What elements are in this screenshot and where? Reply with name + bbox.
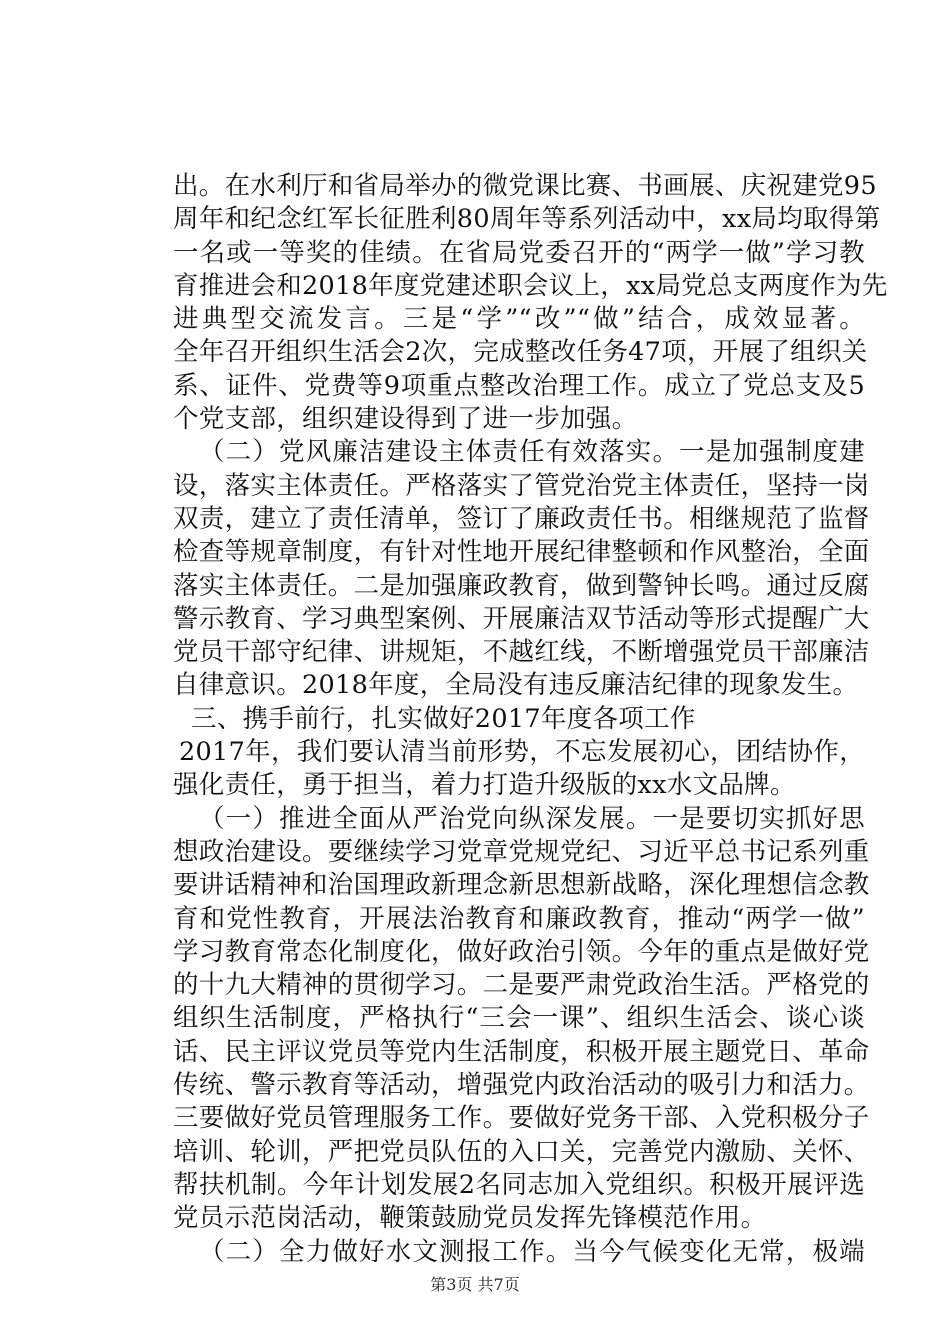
text-line-paragraph-start: （二）全力做好水文测报工作。当今气候变化无常，极端: [199, 1236, 865, 1267]
page-number-footer: 第3页 共7页: [430, 1275, 520, 1294]
text-line: 个党支部，组织建设得到了进一步加强。: [173, 404, 638, 435]
text-line: 检查等规章制度，有针对性地开展纪律整顿和作风整治，全面: [173, 537, 870, 568]
text-line: 一名或一等奖的佳绩。在省局党委召开的“两学一做”学习教: [173, 237, 865, 268]
section-heading: 三、携手前行，扎实做好2017年度各项工作: [191, 703, 696, 734]
text-line: 双责，建立了责任清单，签订了廉政责任书。相继规范了监督: [173, 503, 870, 534]
text-line: 想政治建设。要继续学习党章党规党纪、习近平总书记系列重: [173, 836, 870, 867]
text-line-paragraph-start: 2017年，我们要认清当前形势，不忘发展初心，团结协作，: [179, 737, 865, 768]
document-body: [173, 170, 888, 1269]
text-line: 系、证件、党费等9项重点整改治理工作。成立了党总支及5: [173, 370, 865, 401]
text-line: 传统、警示教育等活动，增强党内政治活动的吸引力和活力。: [173, 1070, 870, 1101]
text-line: 的十九大精神的贯彻学习。二是要严肃党政治生活。严格党的: [173, 970, 870, 1001]
text-line: 党员干部守纪律、讲规矩，不越红线，不断增强党员干部廉洁: [173, 637, 870, 668]
text-line: 要讲话精神和治国理政新理念新思想新战略，深化理想信念教: [173, 870, 870, 901]
text-line: 自律意识。2018年度，全局没有违反廉洁纪律的现象发生。: [173, 670, 859, 701]
text-line: 警示教育、学习典型案例、开展廉洁双节活动等形式提醒广大: [173, 603, 870, 634]
text-line: 全年召开组织生活会2次，完成整改任务47项，开展了组织关: [173, 337, 868, 368]
text-line: 三要做好党员管理服务工作。要做好党务干部、入党积极分子: [173, 1103, 870, 1134]
text-line: 周年和纪念红军长征胜利80周年等系列活动中，xx局均取得第: [173, 204, 881, 235]
text-line-paragraph-start: （二）党风廉洁建设主体责任有效落实。一是加强制度建: [199, 437, 865, 468]
text-line: 设，落实主体责任。严格落实了管党治党主体责任，坚持一岗: [173, 470, 870, 501]
text-line: 育推进会和2018年度党建述职会议上，xx局党总支两度作为先: [173, 270, 888, 301]
text-line: 话、民主评议党员等党内生活制度，积极开展主题党日、革命: [173, 1036, 870, 1067]
text-line: 培训、轮训，严把党员队伍的入口关，完善党内激励、关怀、: [173, 1136, 870, 1167]
text-line: 学习教育常态化制度化，做好政治引领。今年的重点是做好党: [173, 936, 870, 967]
text-line: 出。在水利厅和省局举办的微党课比赛、书画展、庆祝建党95: [173, 171, 877, 201]
text-line-paragraph-start: （一）推进全面从严治党向纵深发展。一是要切实抓好思: [199, 803, 865, 834]
text-line: 党员示范岗活动，鞭策鼓励党员发挥先锋模范作用。: [173, 1203, 767, 1234]
text-line: 组织生活制度，严格执行“三会一课”、组织生活会、谈心谈: [173, 1003, 865, 1034]
text-line: 强化责任，勇于担当，着力打造升级版的xx水文品牌。: [173, 770, 796, 801]
text-line: 帮扶机制。今年计划发展2名同志加入党组织。积极开展评选: [173, 1169, 865, 1200]
text-line: 育和党性教育，开展法治教育和廉政教育，推动“两学一做”: [173, 903, 865, 934]
text-line: 进典型交流发言。三是“学”“改”“做”结合，成效显著。: [173, 304, 865, 335]
text-line: 落实主体责任。二是加强廉政教育，做到警钟长鸣。通过反腐: [173, 570, 870, 601]
